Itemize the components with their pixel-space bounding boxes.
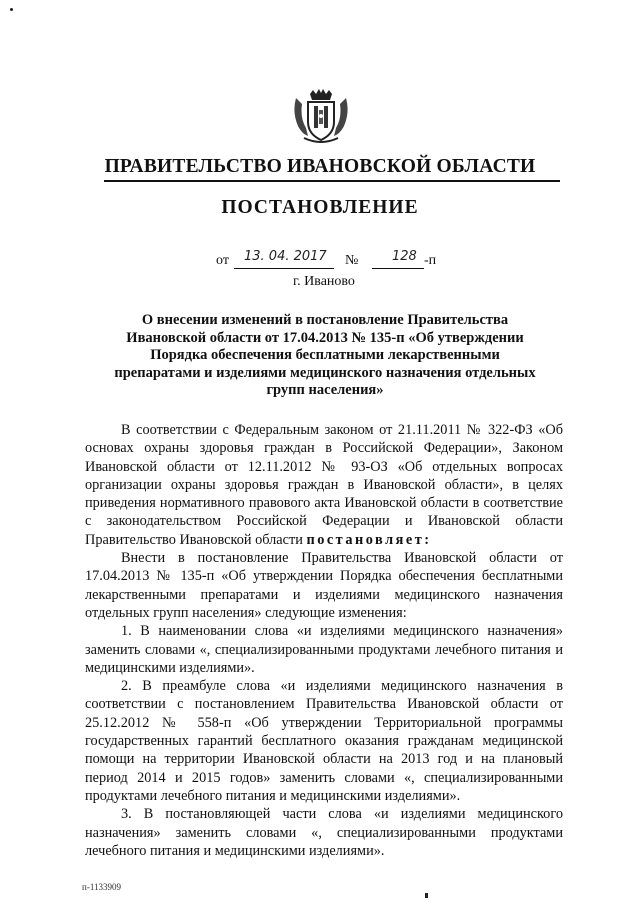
number-line	[372, 268, 424, 269]
document-body	[85, 421, 563, 860]
paragraph: 1. В наименовании слова «и изделиями медицинского назначения» заменить словами «, специализированными продуктами лечебного питания и медицинскими изделиями».	[85, 623, 563, 676]
intro-text: В соответствии с Федеральным законом от 21.11.2011 № 322-ФЗ «Об основах охраны здоровья граждан в Российской Федерации», Законом Ивановской области от 12.11.2012 № 93-ОЗ «Об отдельных вопросах организации охраны здоровья граждан в Ивановской области», в целях приведения нормативного правового акта Ивановской области в соответствие с законодательством Российской Федерации и Ивановской области Правительство Ивановской области	[85, 422, 563, 548]
document-type: ПОСТАНОВЛЕНИЕ	[221, 197, 419, 218]
document-code: п-1133909	[82, 882, 121, 892]
government-title: ПРАВИТЕЛЬСТВО ИВАНОВСКОЙ ОБЛАСТИ	[104, 156, 536, 177]
dateline	[0, 251, 640, 273]
number-label: №	[345, 253, 359, 268]
date-line	[234, 268, 334, 269]
paragraph: 2. В преамбуле слова «и изделиями медицинского назначения в соответствии с постановлением Правительства Ивановской области от 25.12.2012 № 558-п «Об утверждении Территориальной программы государственных гарантий бесплатного оказания гражданам медицинской помощи на территории Ивановской области на 2013 год и на плановый период 2014 и 2015 годов» заменить словами «, специализированными продуктами лечебного питания и медицинскими изделиями».	[85, 678, 563, 804]
city: г. Иваново	[293, 274, 355, 289]
decree-word: постановляет:	[306, 531, 432, 548]
number-suffix: -п	[424, 253, 437, 268]
scan-mark	[10, 8, 13, 11]
from-label: от	[216, 253, 229, 268]
scan-mark	[425, 893, 428, 898]
intro-paragraph	[85, 421, 563, 549]
coat-of-arms-icon	[290, 88, 352, 144]
handwritten-number: 128	[392, 249, 417, 264]
paragraph: Внести в постановление Правительства Ивановской области от 17.04.2013 № 135-п «Об утверждении Порядка обеспечения бесплатными лекарственными препаратами и изделиями медицинского назначения отдельных групп населения» следующие изменения:	[85, 550, 563, 621]
title-underline	[104, 180, 560, 182]
document-subject: О внесении изменений в постановление Правительства Ивановской области от 17.04.2013 № 135-п «Об утверждении Порядка обеспечения бесплатными лекарственными препаратами и изделиями медицинского назначения отдельных групп населения»	[114, 312, 536, 398]
paragraph: 3. В постановляющей части слова «и изделиями медицинского назначения» заменить словами «, специализированными продуктами лечебного питания и медицинскими изделиями».	[85, 806, 563, 859]
handwritten-date: 13. 04. 2017	[244, 249, 327, 264]
